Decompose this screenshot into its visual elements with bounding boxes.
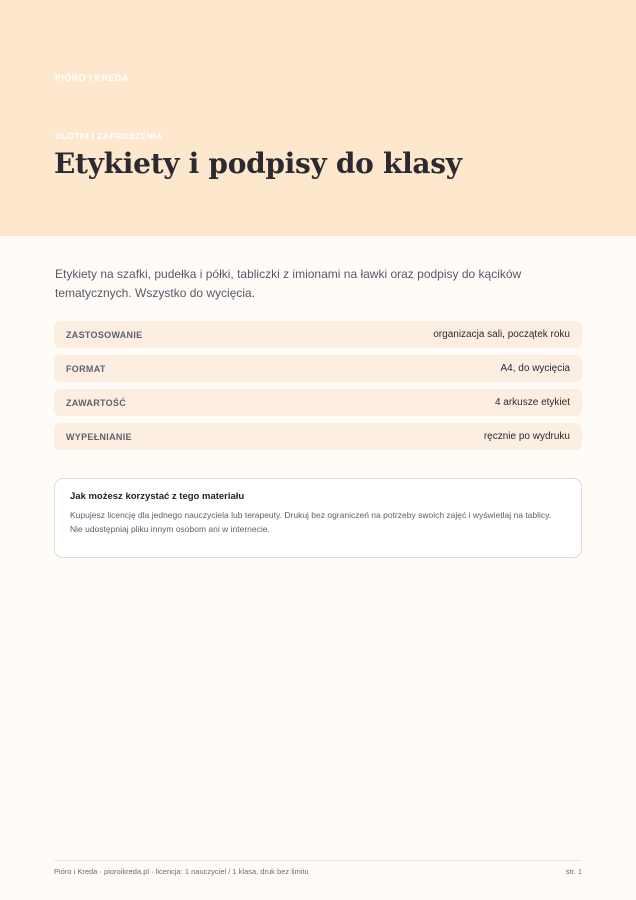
notice-title: Jak możesz korzystać z tego materiału — [70, 491, 245, 502]
license-notice-box — [54, 478, 582, 558]
spec-list — [54, 321, 582, 457]
spec-key: WYPEŁNIANIE — [66, 431, 132, 442]
spec-value: 4 arkusze etykiet — [494, 397, 570, 408]
footer-license-text: Pióro i Kreda · pioroikreda.pl · licencja: 1 nauczyciel / 1 klasa, druk bez limitu — [54, 867, 309, 876]
brand-name: PIÓRO I KREDA — [55, 73, 129, 83]
page-footer — [54, 860, 582, 876]
spec-key: ZASTOSOWANIE — [66, 329, 143, 340]
notice-body: Kupujesz licencję dla jednego nauczyciela lub terapeuty. Drukuj bez ograniczeń na potrzeby swoich zajęć i wyświetlaj na tablicy. Nie udostępniaj pliku innym osobom ani w internecie. — [70, 510, 552, 534]
spec-row-contents — [54, 389, 582, 416]
spec-row-format — [54, 355, 582, 382]
page-title: Etykiety i podpisy do klasy — [54, 147, 462, 180]
spec-key: ZAWARTOŚĆ — [66, 397, 127, 408]
header-banner — [0, 0, 636, 236]
spec-key: FORMAT — [66, 363, 106, 374]
spec-value: ręcznie po wydruku — [483, 431, 570, 442]
spec-row-filling — [54, 423, 582, 450]
spec-row-usage — [54, 321, 582, 348]
spec-value: A4, do wycięcia — [500, 363, 570, 374]
spec-value: organizacja sali, początek roku — [433, 329, 570, 340]
intro-paragraph: Etykiety na szafki, pudełka i półki, tabliczki z imionami na ławki oraz podpisy do kącików tematycznych. Wszystko do wycięcia. — [55, 267, 522, 300]
category-kicker: ULOTKI I ZAPROSZENIA — [55, 131, 163, 141]
page-number: str. 1 — [565, 867, 582, 876]
